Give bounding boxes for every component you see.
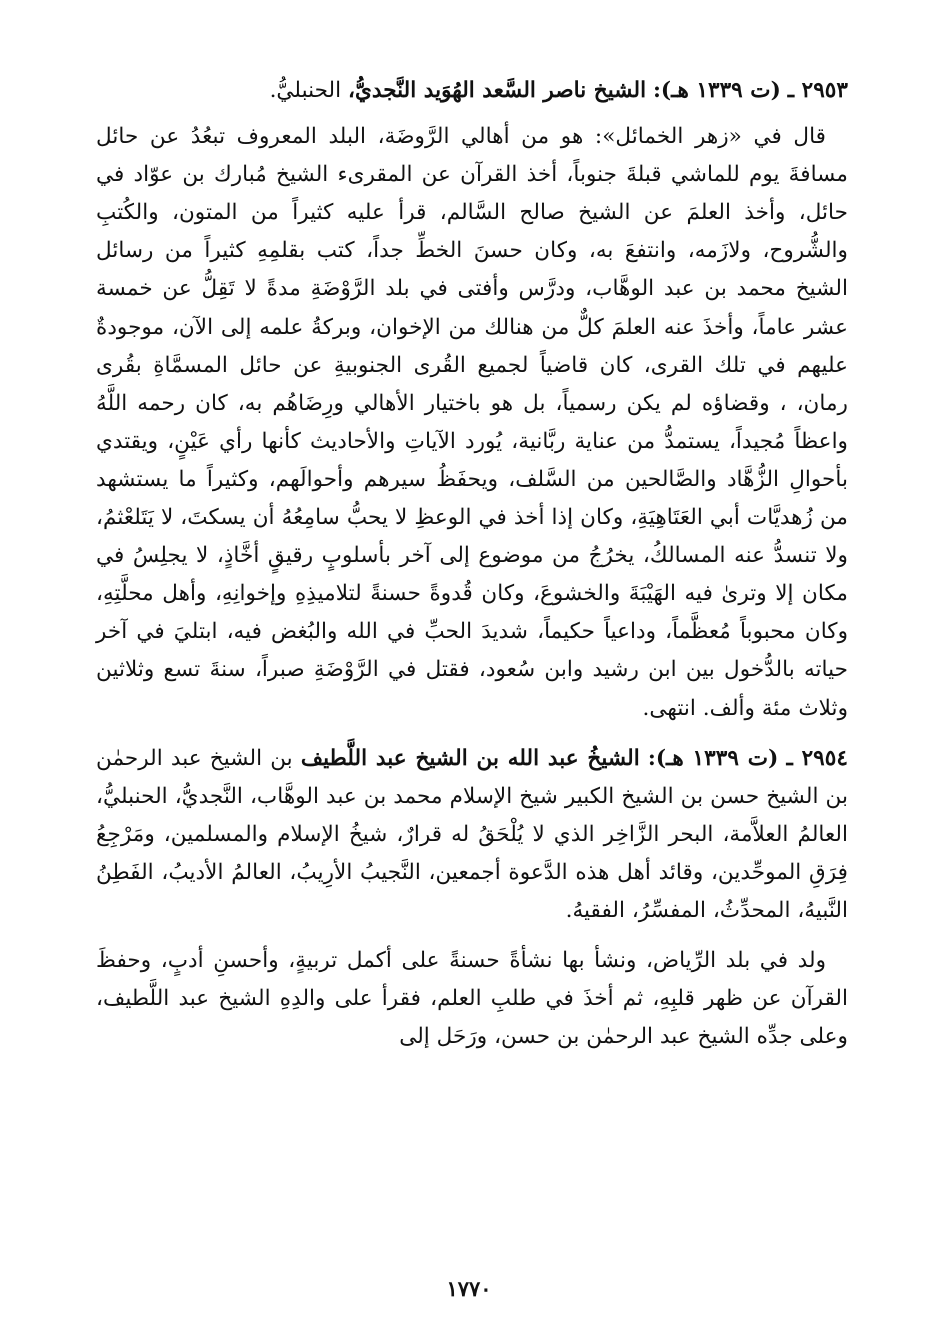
- death-year: (ت ١٣٣٩ هـ):: [652, 78, 781, 103]
- person-name: الشيخُ عبد الله بن الشيخ عبد اللَّطيف: [300, 745, 640, 771]
- entry-paragraph: قال في «زهر الخمائل»: هو من أهالي الرَّوضَة، البلد المعروف تبعُدُ عن حائل مسافةَ يوم للماشي قبلةَ جنوباً، أخذ القرآن عن المقرىء الشيخ مُبارك بن عوّاد في حائل، وأخذ العلمَ عن الشيخ صالح السَّالم، قرأ عليه كثيراً من المتون، والكُتبِ والشُّروح، ولازَمه، وانتفعَ به، وكان حسنَ الخطِّ جداً، كتب بقلمِهِ كثيراً من رسائل الشيخ محمد بن عبد الوهَّاب، ودرَّس وأفتى في بلد الرَّوْضَةِ مدةً لا تَقِلُّ عن خمسة عشر عاماً، وأخذَ عنه العلمَ كلٌّ من هنالك من الإخوان، وبركةُ علمه إلى الآن، موجودةٌ عليهم في تلك القرى، كان قاضياً لجميع القُرى الجنوبيةِ عن حائل المسمَّاةِ بقُرى رمان، ، وقضاؤه لم يكن رسمياً، بل هو باختيار الأهالي ورِضَاهُم به، كان رحمه اللَّهُ واعظاً مُجيداً، يستمدُّ من عناية ربَّانية، يُورد الآياتِ والأحاديث كأنها رأي عَيْنٍ، ويقتدي بأحوالِ الزُّهَّاد والصَّالحين من السَّلف، ويحفَظُ سيرهم وأحوالَهم، وكثيراً ما يستشهد من زُهديَّات أبي العَتَاهِيَةِ، وكان إذا أخذ في الوعظِ لا يحبُّ سامِعُهُ أن يسكتَ، لا يَتَلعْثمُ، ولا تنسدُّ عنه المسالكُ، يخرُجُ من موضوع إلى آخر بأسلوبٍ رقيقٍ أخَّاذٍ، لا يجلِسُ في مكان إلا وترىٰ فيه الهَيْبَةَ والخشوعَ، وكان قُدوةً حسنةً لتلاميذِهِ وإخوانِهِ، وأهل محلَّتِهِ، وكان محبوباً مُعظَّماً، وداعياً حكيماً، شديدَ الحبِّ في الله والبُغض فيه، ابتليَ في آخر حياته بالدُّخول بين ابن رشيد وابن سُعود، فقتل في الرَّوْضَةِ صبراً، سنةَ تسع وثلاثين وثلاث مئة وألف. انتهى.: [96, 124, 848, 721]
- entry-paragraph: ولد في بلد الرِّياض، ونشأ بها نشأةً حسنةً على أكمل تربيةٍ، وأحسنِ أدبٍ، وحفظَ القرآن عن ظهر قلبِهِ، ثم أخذَ في طلبِ العلم، فقرأ على والدِهِ الشيخ عبد اللَّطيف، وعلى جدِّه الشيخ عبد الرحمٰن بن حسن، ورَحَل إلى: [96, 948, 848, 1050]
- entry-heading: [96, 740, 848, 930]
- heading-rest: الحنبليُّ.: [269, 78, 342, 103]
- entry-number: ٢٩٥٤ ـ: [786, 745, 848, 771]
- heading-rest: بن الشيخ عبد الرحمٰن بن الشيخ حسن بن الشيخ الكبير شيخ الإسلام محمد بن عبد الوهَّاب، النَّجديُّ، الحنبليُّ، العالمُ العلاَّمة، البحر الزَّاخِر الذي لا يُلْحَقُ له قرارٌ، شيخُ الإسلام والمسلمين، ومَرْجِعُ فِرَقِ الموحِّدين، وقائد أهل هذه الدَّعوة أجمعين، النَّجيبُ الأرِيبُ، العالمُ الأديبُ، الفَطِنُ النَّبيهُ، المحدِّثُ، المفسِّرُ، الفقيهُ.: [96, 745, 848, 923]
- death-year: (ت ١٣٣٩ هـ):: [647, 745, 779, 771]
- entry-2954: [96, 740, 848, 1057]
- page-body: [96, 72, 848, 1068]
- page-number: ١٧٧٠: [446, 1276, 492, 1301]
- entry-number: ٢٩٥٣ ـ: [787, 78, 848, 103]
- entry-heading: [96, 72, 848, 110]
- entry-2953: [96, 72, 848, 728]
- person-name: الشيخ ناصر السَّعد الهُوَيد النَّجديُّ،: [348, 78, 647, 103]
